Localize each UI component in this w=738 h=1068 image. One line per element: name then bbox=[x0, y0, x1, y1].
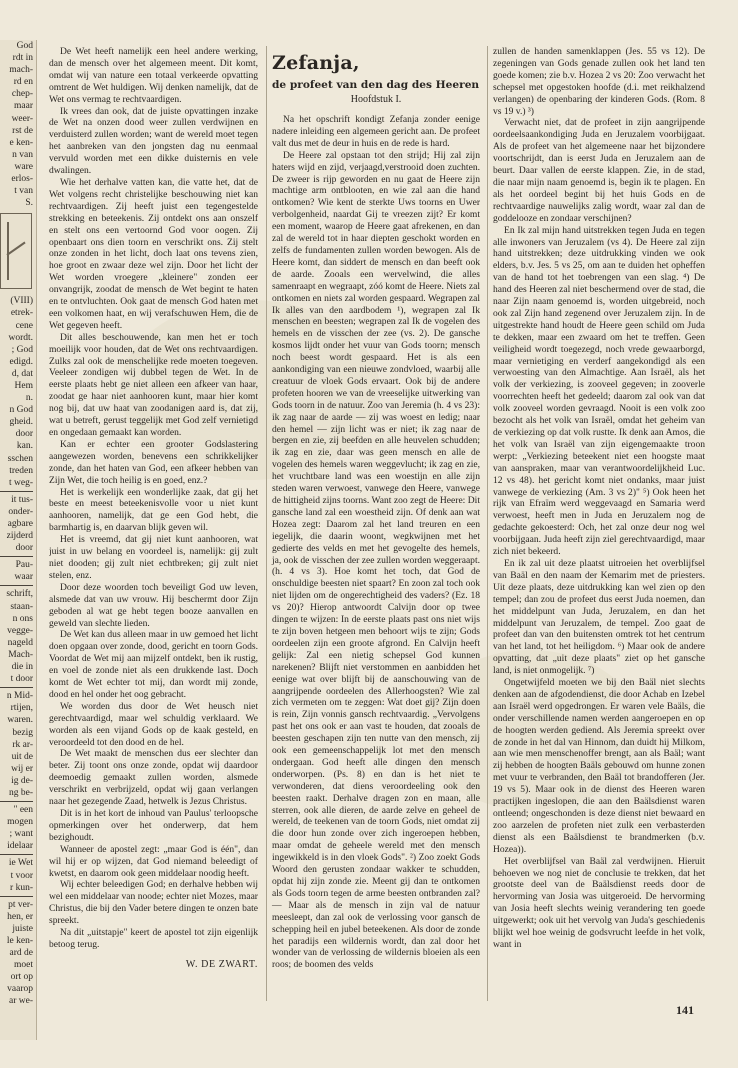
margin-text-fragment: Mach- bbox=[8, 649, 33, 660]
paragraph: Ongetwijfeld moeten we bij den Baäl niet slechts denken aan de afgodendienst, die door Achab en Izebel aan Israël werd opgedrongen. Er waren vele Baäls, die onder verschillende namen werden aangeroepen en op de hoogten werden gediend. Als Jeremia spreekt over de zonde in het dal van Hinnom, dan duidt hij Milkom, aan wie men menschenoffer brengt, aan als Baäl; want zij hebben de hoogten Baäls gebouwd om hunne zonen met vuur te verbranden, den Baäl tot brandofferen (Jer. 19 vs 5). Maar ook in de dienst des Heeren waren practijken ingeslopen, die aan den Baälsdienst waren ontleend; ongeschonden is deze dienst niet bewaard en zoo aarzelen de profeten niet zulk een verbasterden dienst als een Baälsdienst te brandmerken (b.v. Hozea)). bbox=[493, 677, 705, 855]
paragraph: zullen de handen samenklappen (Jes. 55 vs 12). De zegeningen van Gods genade zullen ook het land ten goede komen; zie b.v. Hozea 2 vs 20: Zoo verwacht het schepsel met opgestoken hoofde (d.i. met reikhalzend verlangen) de openbaring der kinderen Gods. (Rom. 8 vs 19 v.) ³) bbox=[493, 46, 705, 117]
margin-text-fragment: chep- bbox=[11, 89, 33, 100]
margin-text-fragment: ard de bbox=[9, 948, 33, 959]
column-rule bbox=[0, 896, 33, 897]
margin-text-fragment: onder- bbox=[8, 506, 33, 517]
paragraph: We worden dus door de Wet heusch niet gerechtvaardigd, maar wel schuldig verklaard. We worden als een vijand Gods op de kaak gesteld, en veroordeeld tot den dood en de hel. bbox=[49, 700, 258, 748]
margin-text-fragment: vegge- bbox=[7, 625, 33, 636]
zefanja-continuation-column bbox=[487, 46, 705, 1001]
paragraph: Wij echter beleedigen God; en derhalve hebben wij wel een middelaar van noode; echter niet Mozes, maar Christus, die bij den Vader betere dingen te onzen bate spreekt. bbox=[49, 879, 258, 927]
article-continuation-column bbox=[49, 46, 258, 1001]
column-rule bbox=[0, 687, 33, 688]
margin-text-fragment: wordt. bbox=[8, 332, 33, 343]
margin-text-fragment: " een bbox=[13, 805, 33, 816]
margin-text-fragment: ie Wet bbox=[8, 858, 33, 869]
author-signature: W. DE ZWART. bbox=[185, 958, 258, 970]
article-body bbox=[272, 114, 480, 971]
margin-text-fragment: t weg- bbox=[8, 477, 33, 488]
margin-text-fragment: die in bbox=[11, 662, 33, 673]
chapter-heading: Hoofdstuk I. bbox=[350, 94, 402, 105]
paragraph: Het is vreemd, dat gij niet kunt aanhooren, wat juist in uw belang en voordeel is, namelijk: gij zult niet dooden; gij zult niet echtbreken; gij zult niet stelen, enz. bbox=[49, 534, 258, 581]
margin-text-fragment: r kun- bbox=[10, 882, 33, 893]
margin-text-fragment: ar we- bbox=[9, 996, 33, 1007]
page-number: 141 bbox=[676, 1003, 694, 1017]
margin-text-fragment: gheid. bbox=[9, 417, 33, 428]
margin-text-fragment: n Mid- bbox=[6, 691, 33, 702]
margin-text-fragment: schrift, bbox=[6, 589, 33, 600]
margin-text-fragment: weer- bbox=[11, 113, 33, 124]
paragraph: Dit alles beschouwende, kan men het er toch moeilijk voor houden, dat de Wet ons rechtvaardigen. Zulks zal ook de menschelijke rede moeten toegeven. Veeleer zondigen wij dubbel tegen de Wet. In de eerste plaats hebt ge niet alleen een afkeer van haar, zoodat ge haar niet aanhooren kunt, maar hier komt nog bij, dat uw haat van zoodanigen aard is, dat zij, wat u betreft, gerust teggelijk met God zelf vernietigd en ongedaan gemaakt kan worden. bbox=[49, 331, 258, 438]
margin-text-fragment: rk ar- bbox=[12, 739, 33, 750]
margin-text-fragment: ng be- bbox=[8, 787, 33, 798]
paragraph: Kan er echter een grooter Godslastering aangewezen worden, benevens een schrikkelijker zonde, dan het haten van God, een afkeer hebben van Zijn Wet, die toch heilig is en goed, enz.? bbox=[49, 438, 258, 486]
margin-text-fragment: (VIII) bbox=[10, 296, 33, 307]
margin-text-fragment: etrek- bbox=[10, 308, 33, 319]
margin-text-fragment: t van bbox=[14, 186, 33, 197]
margin-text-fragment: idelaar bbox=[7, 841, 33, 852]
margin-text-fragment: ort op bbox=[10, 972, 33, 983]
margin-text-fragment: n ons bbox=[12, 613, 33, 624]
margin-text-fragment: ware bbox=[14, 161, 33, 172]
margin-text-fragment: uit de bbox=[11, 751, 33, 762]
margin-text-fragment: e ken- bbox=[9, 137, 33, 148]
paragraph: Wanneer de apostel zegt: „maar God is één", dan wil hij er op wijzen, dat God niemand beleedigt of kwetst, en daarom ook geen middelaar noodig heeft. bbox=[49, 843, 258, 879]
margin-text-fragment: bezig bbox=[12, 727, 33, 738]
margin-text-fragment: rst de bbox=[12, 125, 33, 136]
margin-text-fragment: waren. bbox=[7, 715, 33, 726]
column-rule bbox=[0, 585, 33, 586]
paragraph: Na dit „uitstapje" keert de apostel tot zijn eigenlijk betoog terug. bbox=[49, 927, 258, 950]
paragraph: En Ik zal mijn hand uitstrekken tegen Juda en tegen alle inwoners van Jeruzalem (vs 4). De Heere zal zijn hand uitstrekken; deze uitdrukking vinden we ook elders, b.v. Jes. 5 vs 25, om aan te duiden het opheffen van de hand tot het toebrengen van een slag. ⁴) De hand des Heeren zal niet beschermend over de stad, die naar Zijn naam genoemd is, worden uitgebreid, noch ook zal Zijn hand zegenend over Jeruzalem zijn. In de uitgestrekte hand houdt de Heere geen schild om Juda te dekken, maar een zwaard om het te treffen. Geen veiligheid wordt toegezegd, noch vrede gewaarborgd, maar vernietiging en verderf aangekondigd als een verwoesting van den Almachtige. Aan Israël, als het volk der verkiezing, is zooveel gegeven; in zooverle voorrechten heeft het gedeeld; daarom zal ook van dat volk zooveel worden gevraagd. Nooit is een volk zoo bezocht als het volk van Israël, omdat het geheim van de verkiezing op dat volk rustte. Ik denk aan Amos, die het volk van Israël van zijn eigengemaakte troon werpt: „Verkiezing beteekent niet een hoogste maat van aanspraken, maar van verantwoordelijkheid Luc. 12 vs 48). het gericht komt niet ondanks, maar juist vanwege de verkiezing (Am. 3 vs 2)" ⁵) Ook heen het rijk van Efraïm werd weggevaagd en Samaria werd verwoest, heeft men in Juda en Jeruzalem nog de gedachte gekoesterd: Och, het zal onze deur nog wel voorbijgaan. Juda heeft zijn ziel gerechtvaardigd, maar zich niet bekeerd. bbox=[493, 224, 705, 558]
article-subtitle: de profeet van den dag des Heeren bbox=[272, 79, 480, 91]
margin-text-fragment: Pau- bbox=[15, 560, 33, 571]
margin-text-fragment: n God bbox=[9, 405, 33, 416]
paragraph: Verwacht niet, dat de profeet in zijn aangrijpende oordeelsaankondiging Juda en Jeruzalem voorbijgaat. Als de profeet van het algemeene naar het bijzondere voortschrijdt, dan is eerst Juda en Jeruzalem aan de beurt. Daar vallen de eerste klappen. Zie, in de stad, die naar mijn naam genoemd is, begin ik te plagen. En als het oordeel begint bij het huis Gods en de rechtvaardige nauwelijks zalig wordt, waar zal dan de goddelooze en zondaar verschijnen? bbox=[493, 117, 705, 224]
margin-text-fragment: le ken- bbox=[6, 936, 33, 946]
margin-text-fragment: rtijen, bbox=[10, 703, 33, 714]
margin-text-fragment: rd en bbox=[13, 77, 33, 88]
margin-text-fragment: d, dat bbox=[11, 368, 33, 379]
margin-text-fragment: hen, er bbox=[7, 911, 33, 922]
margin-text-fragment: staan- bbox=[10, 601, 33, 612]
margin-text-fragment: rdt in bbox=[12, 53, 33, 64]
margin-text-fragment: t voor bbox=[10, 870, 33, 881]
paragraph: De Wet maakt de menschen dus eer slechter dan beter. Zij toont ons onze zonde, opdat wij daardoor deemoedig gemaakt zullen worden, alsmede verschrikt en verbrijzeld, opdat wij gaan verlangen naar het gezegende Zaad, hetwelk is Jezus Christus. bbox=[49, 748, 258, 808]
margin-text-fragment: n van bbox=[12, 149, 33, 160]
margin-text-fragment: door bbox=[15, 543, 33, 554]
margin-text-fragment: Hem bbox=[14, 380, 33, 391]
paragraph: Het is werkelijk een wonderlijke zaak, dat gij het beste en meest beteekenisvolle voor u niet kunt aanhooren, namelijk, dat ge een God hebt, die barmhartig is, en daarvan blijk geven wil. bbox=[49, 486, 258, 534]
column-rule bbox=[0, 491, 33, 492]
margin-text-fragment: S. bbox=[25, 198, 33, 209]
margin-text-fragment: ig de- bbox=[11, 775, 33, 786]
margin-text-fragment: mach- bbox=[9, 65, 33, 76]
margin-text-fragment: mogen bbox=[7, 817, 33, 828]
margin-text-fragment: ; want bbox=[9, 829, 33, 840]
margin-text-fragment: edigd. bbox=[9, 356, 33, 367]
margin-text-fragment: vaarop bbox=[7, 984, 33, 995]
paragraph: Het overblijfsel van Baäl zal verdwijnen. Hieruit behoeven we nog niet de conclusie te trekken, dat het grootste deel van de Baälsdienst reeds door de hervorming van Josia was uitgeroeid. De hervorming van Josia heeft slechts weinig verandering ten goede uitgewerkt; ook uit het vervolg van Juda's geschiedenis blijkt wel hoe weinig de godsvrucht leefde in het volk, want in bbox=[493, 855, 705, 950]
margin-text-fragment: door bbox=[15, 429, 33, 440]
margin-text-fragment: zijderd bbox=[6, 531, 33, 542]
margin-text-fragment: t door bbox=[10, 674, 33, 685]
margin-text-fragment: pt ver- bbox=[8, 899, 33, 910]
margin-text-fragment: nageld bbox=[7, 637, 33, 648]
column-rule bbox=[0, 854, 33, 855]
paragraph: De Wet kan dus alleen maar in uw gemoed het licht doen opgaan over zonde, dood, gericht en toorn Gods. Voordat de Wet mij aan mijzelf ontdekt, ben ik rustig, en voel de zonde niet als een drukkende last. Doch komt de Wet echter tot mij, dan wordt mij zonde, dood en hel onder het oog gebracht. bbox=[49, 629, 258, 700]
margin-text-fragment: waar bbox=[14, 572, 33, 583]
article-title: Zefanja, bbox=[272, 52, 360, 74]
paragraph: De Heere zal opstaan tot den strijd; Hij zal zijn haters wijd en zijd, verjaagd,verstrooid doen zuchten. De zweer is rijp geworden en nu gaat de Heere zijn machtige arm ontblooten, en wie zal aan die hand ontkomen? Wie kent de sterkte Uws toorns en Uwer verbolgenheid, naardat Gij te vreezen zijt? Er komt een moment, waarop de Heere gaat afrekenen, en dan zal de wereld tot in haar diepten geschokt worden en zelfs de fundamenten zullen worden bewogen. Als de Heere komt, dan siddert de mensch en dan beeft ook de aarde. Zooals een wervelwind, die alles samenraapt en wegraapt, zóó komt de Heere. Niets zal ontkomen en niets zal worden gespaard. Wegrapen zal Ik alles van den aardbodem ¹), wegrapen zal Ik menschen en beesten; wegrapen zal Ik de vogelen des hemels en de visschen der zee (vs. 2). De gansche kosmos lijdt onder het vuur van Gods toorn; mensch noch beest wordt gespaard. Het is als een aankondiging van een nieuwe zondvloed, waarbij alle creatuur de vloek Gods ervaart. Ook bij de andere profeten hooren we van de vreeselijke uitwerking van Gods toorn in de natuur. Zoo van Jeremia (h. 4 vs 23): ik zag naar de aarde — zij was woest en ledig; naar den hemel — zijn licht was er niet; ik zag naar de bergen en zie, zij beefden en alle heuvelen schudden; ik zag en zie, daar was geen mensch en alle de vogelen des hemels waren weggevlucht; ik zag en zie, het vruchtbare land was een woestijn en alle zijn steden waren verwoest, vanwege den Heere, vanwege de hittigheid zijns toorns. Want zoo zegt de Heere: Dit gansche land zal een woestheid zijn. Of denk aan wat Hozea zegt: Daarom zal het land treuren en een iegelijk, die daarin woont, wegkwijnen met het gedierte des velds en met het gevogelte des hemels, ja, ook de visschen der zee zullen worden weggeraapt. (h. 4 vs 3). Hoe komt het toch, dat God de onschuldige beesten niet spaart? En zoon zal toch ook niet lijden om de ongerechtigheid des vaders? (Ez. 18 vs 20)? Hierop antwoordt Calvijn door op twee dingen te wijzen: In de eerste plaats past ons niet wijs te zijn boven hetgeen men behoort wijs te zijn; Gods oordeelen zijn een groote afgrond. En Calvijn heeft gelijk: Zal een nietig schepsel God kunnen narekenen? Blijft niet verstommen en aanbidden het eenige wat over blijft bij de aanschouwing van de aangrijpende oordeelen des Allerhoogsten? Wie zal zich vermeten om te zeggen: Wat doet gij? Zijn doen is rein, Zijn vonnis gansch rechtvaardig. „Vervolgens past het ons ook er aan vast te houden, dat zooals de beesten geschapen zijn ten nutte van den mensch, zij ook een gemeenschappelijk lot met den mensch ondergaan. God heeft alle dingen den mensch onderworpen. (Ps. 8) en dan is het niet te verwonderen, dat diens veroordeeling ook den beesten raakt. Derhalve dragen zon en maan, alle sterren, ook alle dieren, de aarde zelve en geheel de wereld, de teekenen van de toorn Gods, niet omdat zij die door hun zonde over zich ingeroepen hebben, maar omdat de geheele wereld met den mensch ingewikkeld is in den vloek Gods". ²) Zoo zoekt Gods Woord den gerusten zondaar wakker te schudden, opdat hij zijn zonde zie. Meent gij dan te ontkomen als Gods toorn tegen de arme beesten ontbranden zal? — Maar als de mensch in zijn val de natuur meesleept, dan zal ook de verlossing voor gansch de schepping heil en jubel beteekenen. Als door de zonde het paradijs een wildernis wordt, dan zal door het wonder van de verlossing de wildernis bloeien als een roos; de boomen des velds bbox=[272, 149, 480, 971]
margin-text-fragment: maar bbox=[14, 101, 33, 112]
margin-text-fragment: sschen bbox=[7, 453, 33, 464]
margin-text-fragment: treden bbox=[9, 465, 33, 476]
margin-text-fragment: kan. bbox=[16, 441, 33, 452]
margin-text-fragment: n. bbox=[25, 393, 33, 404]
margin-text-fragment: it tus- bbox=[11, 494, 33, 505]
margin-text-fragment: agbare bbox=[7, 519, 33, 529]
zefanja-article-column bbox=[266, 46, 480, 1001]
paragraph: Door deze woorden toch beveiligt God uw leven, alsmede dat van uw vrouw. Hij beschermt door Zijn geboden al wat ge hebt tegen booze aanvallen en geweld van slechte lieden. bbox=[49, 581, 258, 629]
previous-page-edge bbox=[0, 40, 37, 1040]
paragraph: En ik zal uit deze plaatst uitroeien het overblijfsel van Baäl en den naam der Kemarim met de priesters. Uit deze plaats, deze uitdrukking kan wel zien op den tempel; dan zou de profeet dus eerst Juda noemen, dan het middelpunt van Juda, Jeruzalem, en dan het middelpunt van Jeruzalem, de tempel. Zoo gaat de profeet dan van den buitensten omtrek tot het centrum van het land, tot het heiligdom. ⁶) Maar ook de andere opvatting, dat „uit deze plaats" ziet op het gansche land, is niet onmogelijk. ⁷) bbox=[493, 557, 705, 677]
margin-text-fragment: wij er bbox=[11, 763, 33, 774]
column-rule bbox=[0, 556, 33, 557]
margin-text-fragment: ; God bbox=[11, 344, 33, 355]
paragraph: Na het opschrift kondigt Zefanja zonder eenige nadere inleiding een algemeen gericht aan. De profeet valt dus met de deur in huis en de rede is hard. bbox=[272, 114, 480, 149]
margin-text-fragment: erlos- bbox=[11, 174, 33, 185]
column-rule bbox=[0, 801, 33, 802]
margin-text-fragment: juiste bbox=[12, 923, 33, 934]
paragraph: De Wet heeft namelijk een heel andere werking, dan de mensch over het algemeen meent. Dit komt, omdat wij van nature een totaal verkeerde opvatting omtrent de Wet huldigen. Wij denken namelijk, dat de Wet ons vermag te rechtvaardigen. bbox=[49, 46, 258, 105]
margin-text-fragment: moet bbox=[14, 960, 33, 971]
margin-text-fragment: God bbox=[16, 41, 33, 51]
margin-text-fragment: cene bbox=[15, 320, 33, 331]
illustration-fragment bbox=[0, 213, 32, 289]
paragraph: Ik vrees dan ook, dat de juiste opvattingen inzake de Wet na onzen dood weer zullen verdwijnen en verduisterd zullen worden; want de wereld moet tegen het aanbreken van den jongsten dag nu eenmaal vervuld worden met een dikke duisternis en vele dwalingen. bbox=[49, 105, 258, 177]
paragraph: Dit is in het kort de inhoud van Paulus' terloopsche opmerkingen over het onderwerp, dat hem bezighoudt. bbox=[49, 808, 258, 843]
paragraph: Wie het derhalve vatten kan, die vatte het, dat de Wet volgens recht christelijke beschouwing niet kan rechtvaardigen. Zij heeft juist een tegengestelde strekking en beteekenis. Zij ontdekt ons aan onszelf en stelt ons een vertoornd God voor oogen. Zij openbaart ons dien toorn en verschrikt ons. Zij stelt onze zonden in het licht, doch laat ons tevens zien, hoe groot en zwaar deze wel zijn. Door het licht der Wet worden vroegere „kleinere" zonden eer onvangrijk, zoodat de mensch de Wet begint te haten en te ontvluchten. Ook gaat de mensch God haten met een volkomen haat, en wij verafschuwen Hem, die de Wet gegeven heeft. bbox=[49, 176, 258, 331]
